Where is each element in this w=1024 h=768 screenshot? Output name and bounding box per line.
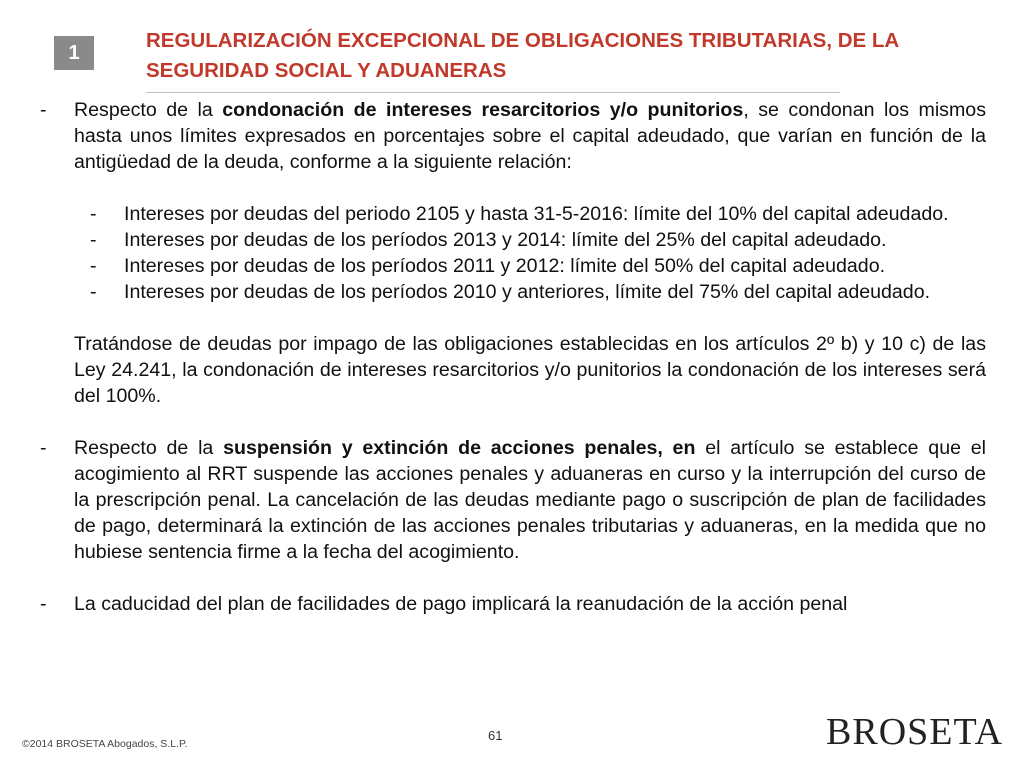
bullet-dash: -: [40, 593, 47, 615]
sub-item-text: Intereses por deudas de los períodos 2011 y 2012: límite del 50% del capital adeudado.: [124, 255, 886, 277]
sub-item: [90, 253, 986, 279]
bullet-dash: -: [90, 203, 97, 225]
bullet-condonacion: [40, 97, 986, 175]
bullet-dash: -: [40, 437, 47, 459]
section-number-badge: 1: [54, 36, 94, 70]
bullet-acciones-penales: [40, 435, 986, 565]
title-line-2: SEGURIDAD SOCIAL Y ADUANERAS: [146, 59, 507, 82]
sub-item-text: Intereses por deudas de los períodos 2013 y 2014: límite del 25% del capital adeudado.: [124, 229, 887, 251]
bullet-caducidad: [40, 591, 986, 617]
bullet-dash: -: [40, 99, 47, 121]
sub-item-text: Intereses por deudas del periodo 2105 y hasta 31-5-2016: límite del 10% del capital adeudado.: [124, 203, 949, 225]
sub-item: [90, 227, 986, 253]
paragraph-100-percent: Tratándose de deudas por impago de las obligaciones establecidas en los artículos 2º b) y 10 c) de las Ley 24.241, la condonación de intereses resarcitorios y/o punitorios la condonación de los intereses será del 100%.: [74, 333, 986, 407]
bullet-dash: -: [90, 255, 97, 277]
bullet-text: Respecto de la condonación de intereses resarcitorios y/o punitorios, se condonan los mismos hasta unos límites expresados en porcentajes sobre el capital adeudado, que varían en función de la antigüedad de la deuda, conforme a la siguiente relación:: [74, 99, 986, 173]
bullet-dash: -: [90, 229, 97, 251]
bold-term: condonación de intereses resarcitorios y/o punitorios: [222, 99, 744, 121]
broseta-logo: BROSETA: [826, 711, 1004, 753]
bullet-text: Respecto de la suspensión y extinción de acciones penales, en el artículo se establece que el acogimiento al RRT suspende las acciones penales y aduaneras en curso y la interrupción del curso de la prescripción penal. La cancelación de las deudas mediante pago o suscripción de plan de facilidades de pago, determinará la extinción de las acciones penales tributarias y aduaneras, en la medida que no hubiese sentencia firme a la fecha del acogimiento.: [74, 437, 986, 563]
bullet-text: La caducidad del plan de facilidades de pago implicará la reanudación de la acción penal: [74, 593, 848, 615]
title-line-1: REGULARIZACIÓN EXCEPCIONAL DE OBLIGACIONES TRIBUTARIAS, DE LA: [146, 29, 900, 52]
page-number: 61: [488, 728, 503, 743]
sub-item: [90, 201, 986, 227]
sub-item-text: Intereses por deudas de los períodos 2010 y anteriores, límite del 75% del capital adeudado.: [124, 281, 931, 303]
page-title: [146, 26, 946, 86]
title-divider: [146, 92, 840, 93]
slide-body: [40, 97, 986, 617]
bullet-dash: -: [90, 281, 97, 303]
copyright-notice: ©2014 BROSETA Abogados, S.L.P.: [22, 738, 188, 750]
bold-term: suspensión y extinción de acciones penales, en: [223, 437, 696, 459]
sub-item: [90, 279, 986, 305]
